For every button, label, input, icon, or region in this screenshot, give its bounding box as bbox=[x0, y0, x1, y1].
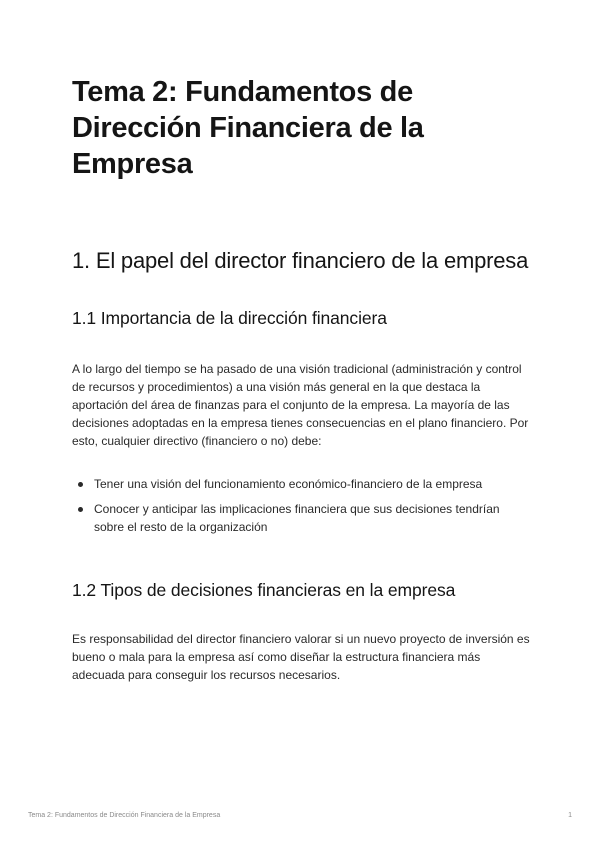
page-content bbox=[72, 74, 532, 684]
list-item bbox=[94, 475, 532, 493]
page-number: 1 bbox=[568, 812, 572, 819]
paragraph-importancia: A lo largo del tiempo se ha pasado de una visión tradicional (administración y control de recursos y procedimientos) a una visión más general en la que destaca la aportación del área de finanzas para el conjunto de la empresa. La mayoría de las decisiones adoptadas en la empresa tienes consecuencias en el plano financiero. Por esto, cualquier directivo (financiero o no) debe: bbox=[72, 362, 529, 448]
document-title: Tema 2: Fundamentos de Dirección Financiera de la Empresa bbox=[72, 76, 424, 180]
paragraph-tipos-decisiones: Es responsabilidad del director financiero valorar si un nuevo proyecto de inversión es bueno o mala para la empresa así como diseñar la estructura financiera más adecuada para conseguir los recursos necesarios. bbox=[72, 632, 530, 682]
subsection-heading-1-1: 1.1 Importancia de la dirección financiera bbox=[72, 308, 387, 328]
bullet-icon bbox=[78, 482, 83, 487]
list-item-text: Tener una visión del funcionamiento económico-financiero de la empresa bbox=[94, 477, 483, 491]
subsection-heading-1-2: 1.2 Tipos de decisiones financieras en la empresa bbox=[72, 580, 456, 600]
list-item-text: Conocer y anticipar las implicaciones financiera que sus decisiones tendrían sobre el resto de la organización bbox=[94, 502, 500, 534]
bullet-icon bbox=[78, 507, 83, 512]
list-item bbox=[94, 500, 532, 536]
bullet-list bbox=[72, 475, 532, 536]
footer-title: Tema 2: Fundamentos de Dirección Financiera de la Empresa bbox=[28, 812, 221, 819]
section-heading: 1. El papel del director financiero de la empresa bbox=[72, 248, 529, 273]
